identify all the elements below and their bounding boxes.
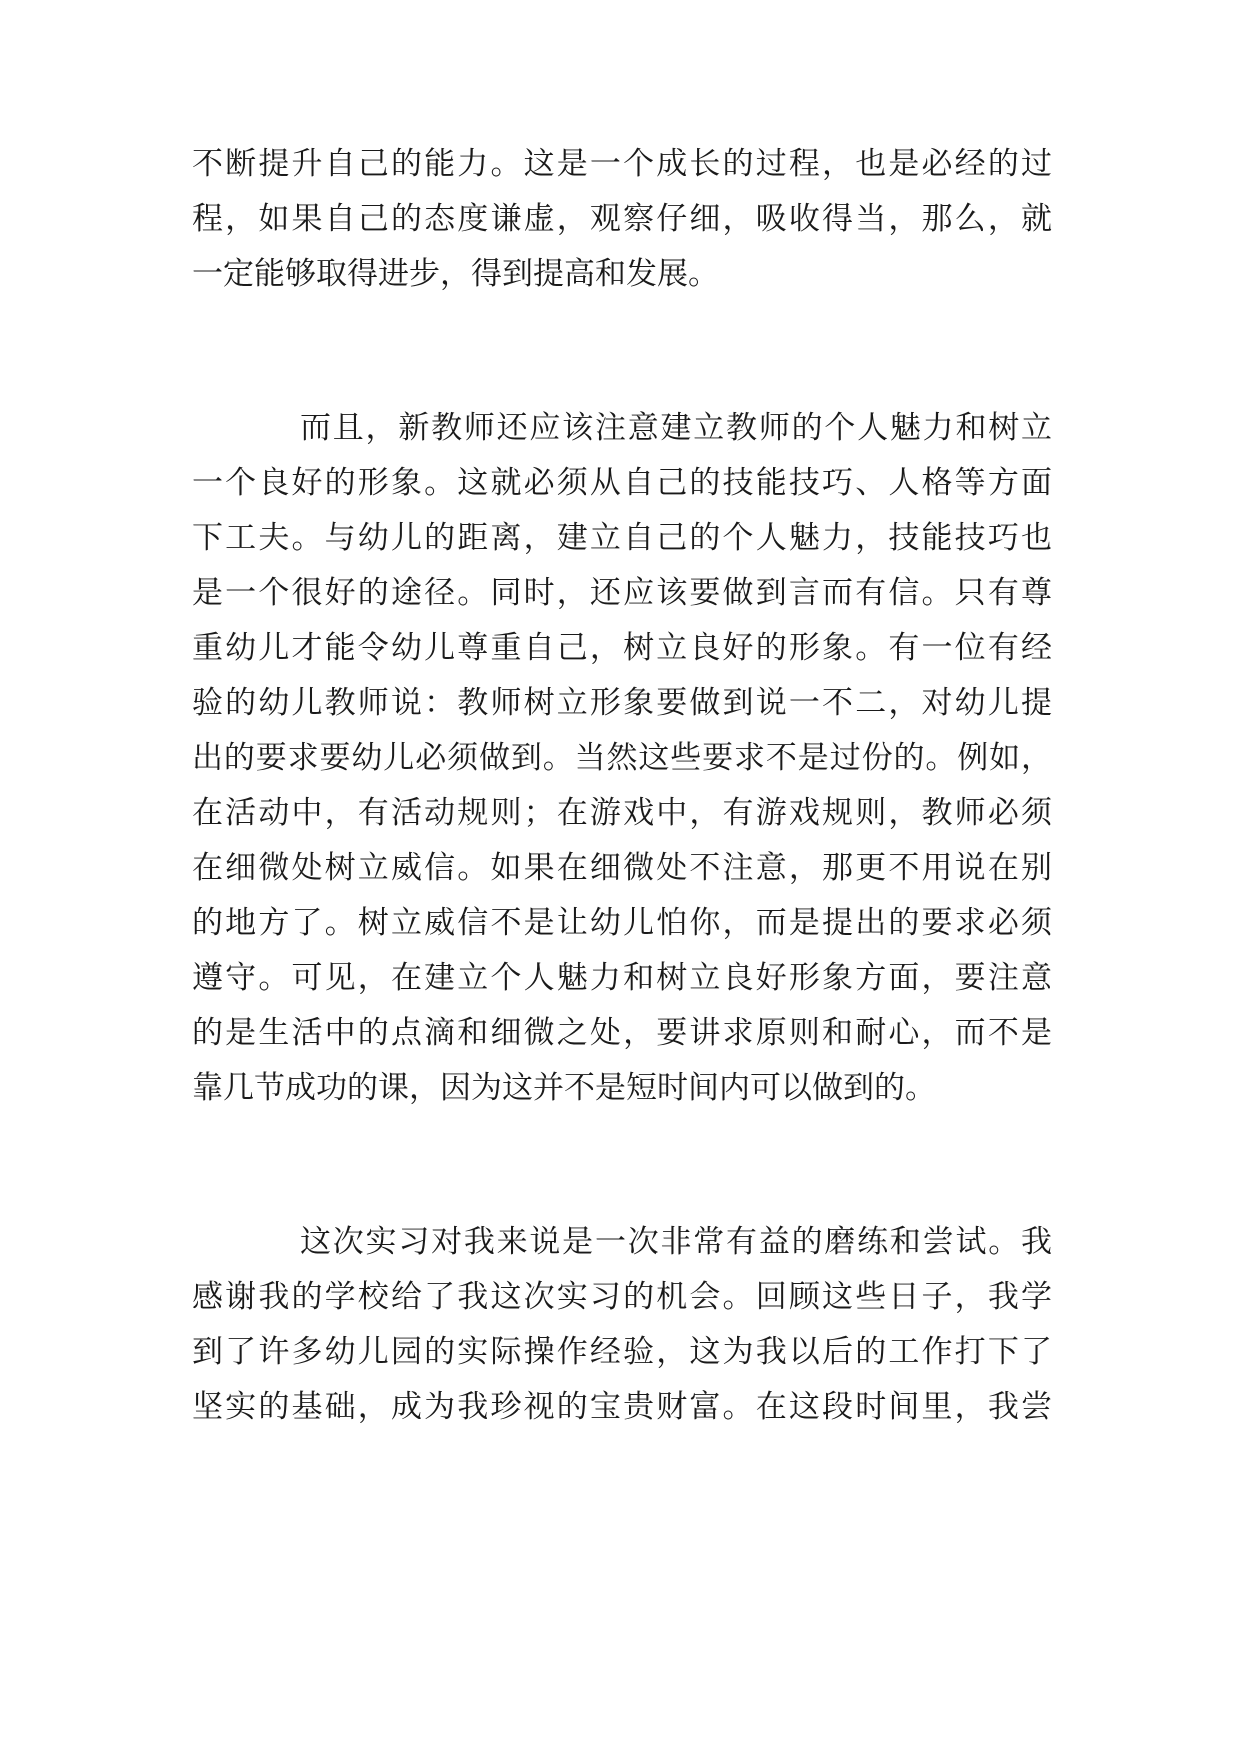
text-line: 不断提升自己的能力。这是一个成长的过程，也是必经的过 (192, 146, 1052, 182)
text-line: 靠几节成功的课，因为这并不是短时间内可以做到的。 (192, 1070, 936, 1106)
text-line: 遵守。可见，在建立个人魅力和树立良好形象方面，要注意 (192, 960, 1052, 996)
text-line: 验的幼儿教师说：教师树立形象要做到说一不二，对幼儿提 (192, 685, 1052, 721)
text-line: 下工夫。与幼儿的距离，建立自己的个人魅力，技能技巧也 (192, 520, 1052, 556)
text-line: 在活动中，有活动规则；在游戏中，有游戏规则，教师必须 (192, 795, 1052, 831)
text-line: 这次实习对我来说是一次非常有益的磨练和尝试。我 (300, 1224, 1052, 1260)
text-line: 在细微处树立威信。如果在细微处不注意，那更不用说在别 (192, 850, 1052, 886)
text-line: 的地方了。树立威信不是让幼儿怕你，而是提出的要求必须 (192, 905, 1052, 941)
text-line: 是一个很好的途径。同时，还应该要做到言而有信。只有尊 (192, 575, 1052, 611)
text-line: 坚实的基础，成为我珍视的宝贵财富。在这段时间里，我尝 (192, 1389, 1052, 1425)
text-line: 感谢我的学校给了我这次实习的机会。回顾这些日子，我学 (192, 1279, 1052, 1315)
text-line: 一个良好的形象。这就必须从自己的技能技巧、人格等方面 (192, 465, 1052, 501)
text-line: 程，如果自己的态度谦虚，观察仔细，吸收得当，那么，就 (192, 201, 1052, 237)
text-line: 而且，新教师还应该注意建立教师的个人魅力和树立 (300, 410, 1052, 446)
text-line: 的是生活中的点滴和细微之处，要讲求原则和耐心，而不是 (192, 1015, 1052, 1051)
text-line: 一定能够取得进步，得到提高和发展。 (192, 256, 719, 292)
text-line: 重幼儿才能令幼儿尊重自己，树立良好的形象。有一位有经 (192, 630, 1052, 666)
text-line: 到了许多幼儿园的实际操作经验，这为我以后的工作打下了 (192, 1334, 1052, 1370)
text-line: 出的要求要幼儿必须做到。当然这些要求不是过份的。例如， (192, 740, 1052, 776)
